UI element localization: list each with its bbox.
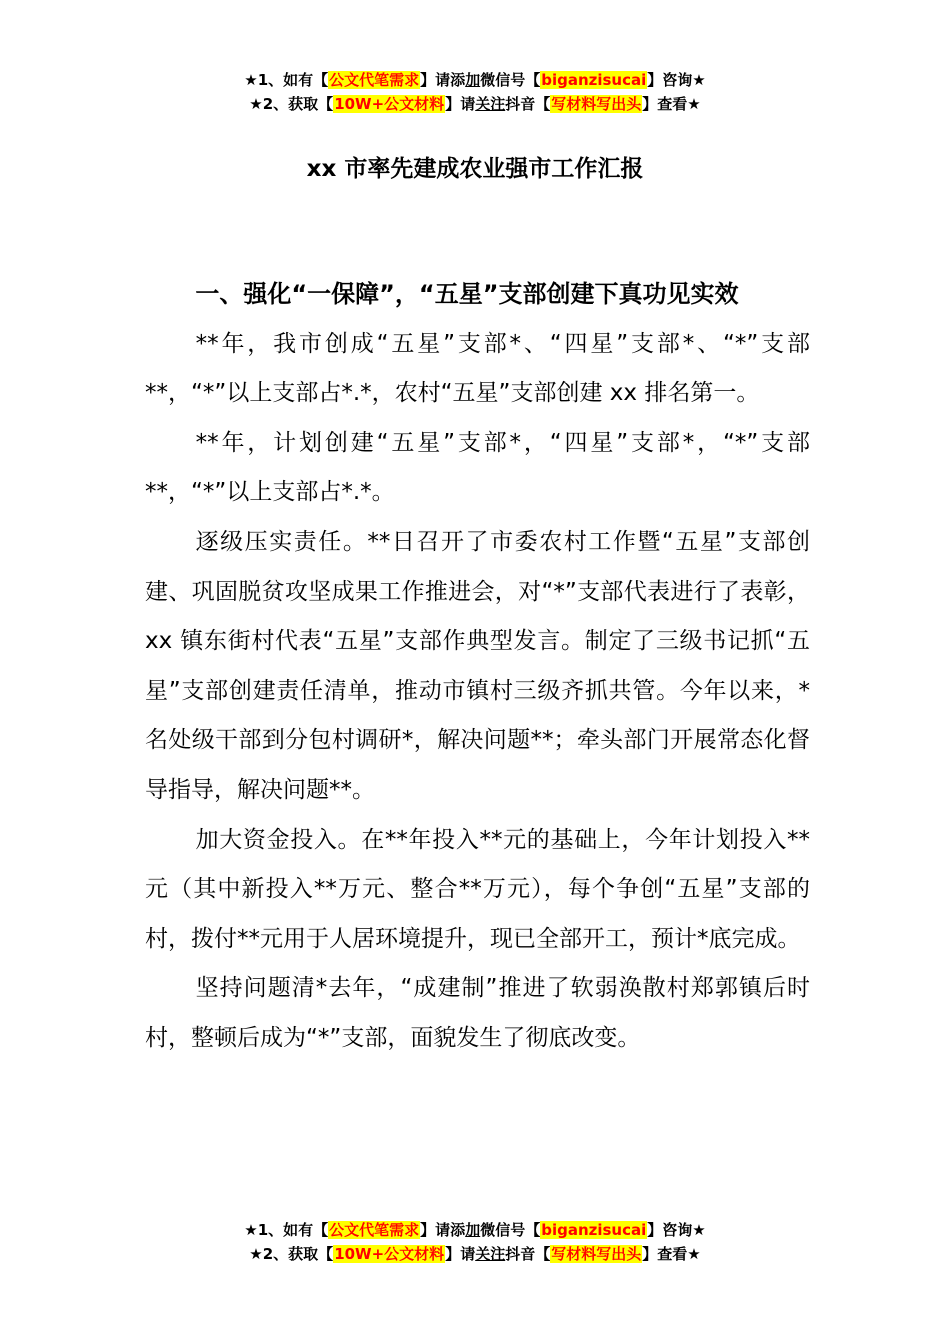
body-paragraph: **年，计划创建“五星”支部*，“四星”支部*，“*”支部**，“*”以上支部占*.*。 — [145, 429, 810, 506]
promo-highlight: 写材料写出头 — [551, 95, 642, 113]
promo-text: 抖音【 — [505, 1245, 551, 1263]
promo-text: 微信号【 — [480, 71, 541, 89]
promo-line-2 — [0, 1242, 950, 1266]
promo-text: 】请添 — [420, 1221, 466, 1239]
promo-text: 】查看★ — [642, 1245, 701, 1263]
promo-line-2 — [0, 92, 950, 116]
promo-text: 】请 — [445, 1245, 476, 1263]
promo-underlined: 加 — [465, 1221, 481, 1239]
promo-text: 】请 — [445, 95, 476, 113]
promo-text: 】请添 — [420, 71, 466, 89]
promo-text: 】查看★ — [642, 95, 701, 113]
body-paragraph: 加大资金投入。在**年投入**元的基础上，今年计划投入**元（其中新投入**万元、整合**万元），每个争创“五星”支部的村，拨付**元用于人居环境提升，现已全部开工，预计*底完成。 — [145, 826, 810, 952]
promo-banner-top — [0, 68, 950, 116]
promo-underlined: 加 — [465, 71, 481, 89]
section-heading: 一、强化“一保障”，“五星”支部创建下真功见实效 — [195, 280, 739, 308]
document-title: xx 市率先建成农业强市工作汇报 — [306, 156, 644, 182]
body-paragraph: **年，我市创成“五星”支部*、“四星”支部*、“*”支部**，“*”以上支部占*.*，农村“五星”支部创建 xx 排名第一。 — [145, 330, 810, 407]
promo-underlined: 关注 — [475, 1245, 506, 1263]
promo-highlight: 公文代笔需求 — [329, 71, 420, 89]
promo-highlight: biganzisucai — [541, 1221, 647, 1239]
promo-highlight: 10W+公文材料 — [334, 1245, 445, 1263]
promo-text: ★2、获取【 — [249, 95, 334, 113]
promo-underlined: 关注 — [475, 95, 506, 113]
promo-highlight: 写材料写出头 — [551, 1245, 642, 1263]
promo-text: ★1、如有【 — [244, 71, 329, 89]
promo-text: ★2、获取【 — [249, 1245, 334, 1263]
promo-text: 抖音【 — [505, 95, 551, 113]
promo-text: 】咨询★ — [647, 1221, 706, 1239]
promo-text: 微信号【 — [480, 1221, 541, 1239]
promo-highlight: 10W+公文材料 — [334, 95, 445, 113]
body-paragraph: 逐级压实责任。**日召开了市委农村工作暨“五星”支部创建、巩固脱贫攻坚成果工作推进会，对“*”支部代表进行了表彰，xx 镇东街村代表“五星”支部作典型发言。制定了三级书记抓“五星”支部创建责任清单，推动市镇村三级齐抓共管。今年以来，*名处级干部到分包村调研*，解决问题**；牵头部门开展常态化督导指导，解决问题**。 — [145, 528, 810, 803]
promo-banner-bottom — [0, 1218, 950, 1266]
promo-highlight: biganzisucai — [541, 71, 647, 89]
promo-highlight: 公文代笔需求 — [329, 1221, 420, 1239]
promo-line-1 — [0, 68, 950, 92]
document-body — [145, 270, 810, 1064]
promo-line-1 — [0, 1218, 950, 1242]
promo-text: ★1、如有【 — [244, 1221, 329, 1239]
promo-text: 】咨询★ — [647, 71, 706, 89]
body-paragraph: 坚持问题清*去年，“成建制”推进了软弱涣散村郑郭镇后时村，整顿后成为“*”支部，面貌发生了彻底改变。 — [145, 975, 810, 1051]
